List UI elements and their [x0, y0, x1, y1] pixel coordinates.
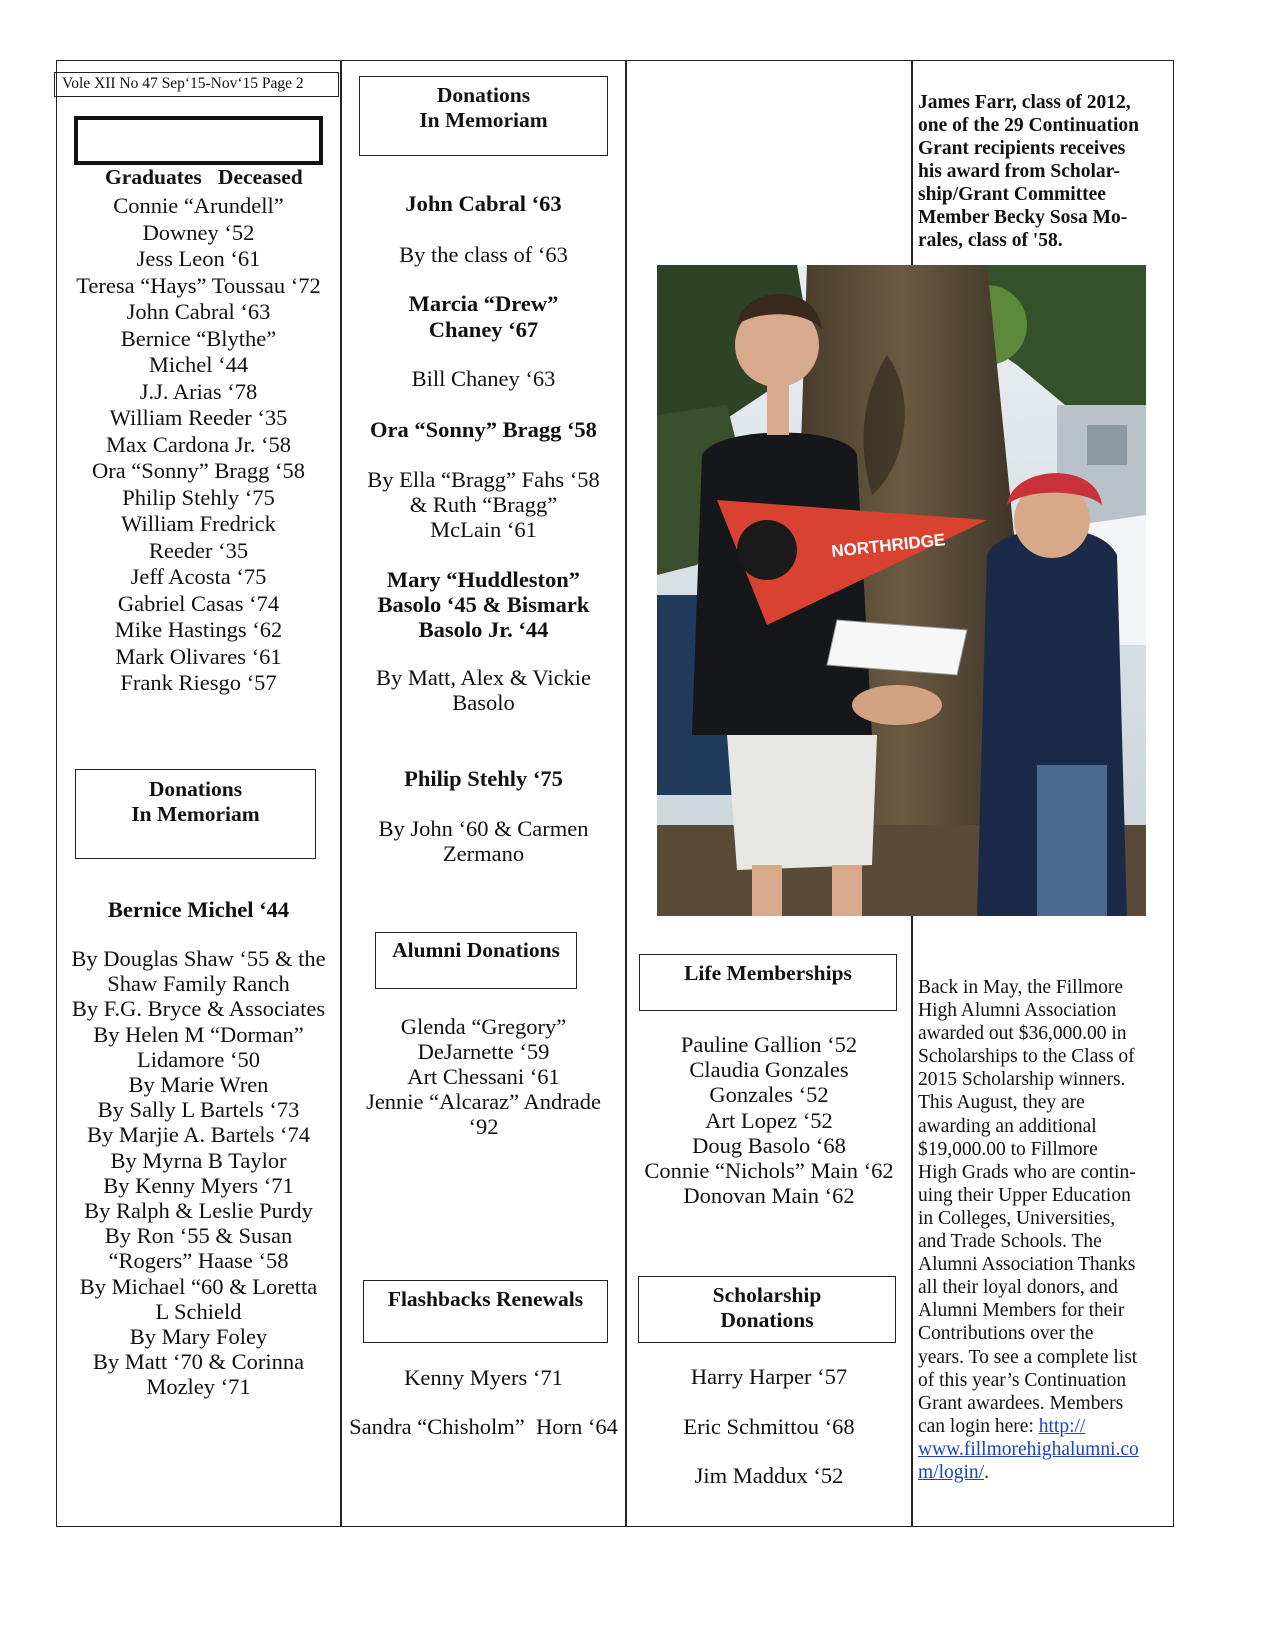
- deceased-heading: Graduates Deceased: [105, 165, 303, 189]
- list-item: Reeder ‘35: [148, 537, 249, 563]
- list-item: Ora “Sonny” Bragg ‘58: [91, 458, 306, 483]
- flashbacks-heading: Flashbacks Renewals: [387, 1287, 584, 1311]
- list-item: Mike Hastings ‘62: [114, 617, 283, 642]
- list-item: By F.G. Bryce & Associates: [71, 996, 326, 1022]
- memoriam-name: Bernice Michel ‘44: [107, 897, 290, 922]
- list-item: Shaw Family Ranch: [107, 971, 290, 997]
- deceased-heading-box: [74, 116, 323, 189]
- list-item: Connie “Nichols” Main ‘62: [644, 1158, 894, 1184]
- memoriam-heading-box-center: [359, 76, 608, 156]
- list-item: Gonzales ‘52: [709, 1082, 829, 1108]
- list-item: William Fredrick: [121, 511, 276, 536]
- list-item: J.J. Arias ‘78: [139, 378, 258, 404]
- memoriam-name: Mary “Huddleston” Basolo ‘45 & Bismark Basolo Jr. ‘44: [377, 567, 590, 642]
- deceased-list: [58, 193, 339, 697]
- memoriam-name: John Cabral ‘63: [405, 191, 562, 216]
- list-item: By Myrna B Taylor: [110, 1147, 287, 1173]
- list-item: Bernice “Blythe”: [120, 325, 277, 351]
- memoriam-name: Marcia “Drew” Chaney ‘67: [408, 291, 559, 342]
- scholarship-heading-line2: Donations: [720, 1308, 814, 1332]
- list-item: By Douglas Shaw ‘55 & the: [71, 946, 326, 971]
- login-link[interactable]: http://: [1038, 1415, 1086, 1437]
- list-item: Jennie “Alcaraz” Andrade: [366, 1089, 601, 1114]
- memoriam-donor: By John ‘60 & Carmen Zermano: [378, 816, 589, 866]
- list-item: Art Chessani ‘61: [407, 1064, 560, 1089]
- memoriam-heading-box-left: [75, 769, 316, 859]
- list-item: Frank Riesgo ‘57: [120, 670, 277, 695]
- award-photo: [657, 265, 1146, 916]
- memoriam-donor: By the class of ‘63: [399, 242, 568, 267]
- article-body: Back in May, the Fillmore High Alumni Association awarded out $36,000.00 in Scholarships to the Class of 2015 Scholarship winners. This August, they are awarding an additional $19,000.00 to Fillmore High Grads who are contin- uing their Upper Education in Colleges, Universities, and Trade Schools. The Alumni Association Thanks all their loyal donors, and Alumni Members for their Contributions over the years. To see a complete list of this year’s Continuation Grant awardees. Members can login here: http:// www.fillmorehighalumni.co m/login/.: [918, 977, 1139, 1483]
- list-item: Mark Olivares ‘61: [115, 643, 282, 669]
- list-item: Claudia Gonzales: [689, 1057, 849, 1083]
- list-item: By Kenny Myers ‘71: [103, 1172, 294, 1198]
- life-memberships-list: [628, 1032, 910, 1208]
- list-item: By Marie Wren: [128, 1072, 269, 1098]
- issue-tag: Vole XII No 47 Sep‘15-Nov‘15 Page 2: [54, 72, 339, 97]
- scholarship-heading-line1: Scholarship: [712, 1283, 822, 1307]
- life-memberships-heading: Life Memberships: [684, 961, 852, 985]
- list-item: Downey ‘52: [142, 219, 255, 245]
- list-item: By Ralph & Leslie Purdy: [84, 1198, 313, 1224]
- list-item: Connie “Arundell”: [113, 193, 284, 218]
- pennant-text: NORTHRIDGE: [830, 530, 947, 561]
- scholarship-heading-box: [638, 1276, 896, 1343]
- list-item: Jeff Acosta ‘75: [130, 564, 267, 589]
- memoriam-donor-list: [58, 946, 339, 1400]
- list-item: By Matt ‘70 & Corinna: [92, 1349, 305, 1375]
- memoriam-donor: By Ella “Bragg” Fahs ‘58 & Ruth “Bragg” McLain ‘61: [367, 467, 600, 542]
- flashbacks-renewal: Sandra “Chisholm” Horn ‘64: [349, 1414, 618, 1439]
- list-item: By Sally L Bartels ‘73: [97, 1097, 300, 1123]
- list-item: By Helen M “Dorman”: [93, 1021, 304, 1047]
- list-item: Michel ‘44: [148, 352, 249, 377]
- memoriam-donor: By Matt, Alex & Vickie Basolo: [375, 665, 592, 715]
- memoriam-heading-line2: In Memoriam: [419, 108, 548, 132]
- list-item: Jess Leon ‘61: [136, 246, 261, 271]
- memoriam-heading-line1: Donations: [148, 777, 243, 801]
- memoriam-heading-line1: Donations: [436, 83, 531, 107]
- memoriam-donor: Bill Chaney ‘63: [411, 366, 556, 391]
- scholarship-donor: Jim Maddux ‘52: [694, 1463, 844, 1488]
- alumni-donations-heading: Alumni Donations: [392, 938, 560, 962]
- memoriam-name: Philip Stehly ‘75: [404, 766, 563, 791]
- list-item: Donovan Main ‘62: [683, 1183, 855, 1209]
- list-item: By Mary Foley: [129, 1324, 268, 1350]
- list-item: Philip Stehly ‘75: [122, 484, 275, 510]
- flashbacks-renewal: Kenny Myers ‘71: [404, 1365, 563, 1390]
- list-item: DeJarnette ‘59: [417, 1039, 550, 1064]
- scholarship-donor: Eric Schmittou ‘68: [683, 1414, 855, 1439]
- flashbacks-heading-box: [363, 1280, 608, 1343]
- life-memberships-heading-box: [639, 954, 897, 1011]
- alumni-donations-heading-box: [375, 932, 577, 989]
- list-item: John Cabral ‘63: [126, 299, 271, 324]
- list-item: Max Cardona Jr. ‘58: [106, 431, 291, 457]
- list-item: By Marjie A. Bartels ‘74: [86, 1122, 311, 1148]
- list-item: Glenda “Gregory”: [400, 1014, 567, 1039]
- list-item: Mozley ‘71: [146, 1374, 251, 1400]
- memoriam-name: Ora “Sonny” Bragg ‘58: [370, 417, 597, 442]
- award-photo-illustration: [657, 265, 1146, 916]
- list-item: Teresa “Hays” Toussau ‘72: [76, 272, 321, 298]
- login-link-end[interactable]: m/login/: [918, 1461, 985, 1483]
- list-item: Gabriel Casas ‘74: [117, 590, 280, 616]
- list-item: L Schield: [155, 1298, 242, 1324]
- list-item: “Rogers” Haase ‘58: [108, 1248, 289, 1274]
- list-item: Doug Basolo ‘68: [692, 1132, 846, 1158]
- scholarship-donor: Harry Harper ‘57: [690, 1364, 848, 1389]
- list-item: Lidamore ‘50: [136, 1046, 261, 1072]
- list-item: ‘92: [468, 1114, 499, 1139]
- list-item: William Reeder ‘35: [109, 405, 288, 430]
- photo-caption: James Farr, class of 2012, one of the 29 Continuation Grant recipients receives his award from Scholar- ship/Grant Committee Member Becky Sosa Mo- rales, class of '58.: [918, 92, 1140, 251]
- login-link-cont[interactable]: www.fillmorehighalumni.co: [918, 1438, 1139, 1460]
- list-item: Pauline Gallion ‘52: [680, 1032, 858, 1057]
- list-item: By Ron ‘55 & Susan: [104, 1223, 293, 1249]
- memoriam-heading-line2: In Memoriam: [131, 802, 260, 826]
- alumni-donations-list: [343, 1014, 624, 1139]
- list-item: Art Lopez ‘52: [705, 1107, 833, 1133]
- list-item: By Michael “60 & Loretta: [79, 1273, 318, 1299]
